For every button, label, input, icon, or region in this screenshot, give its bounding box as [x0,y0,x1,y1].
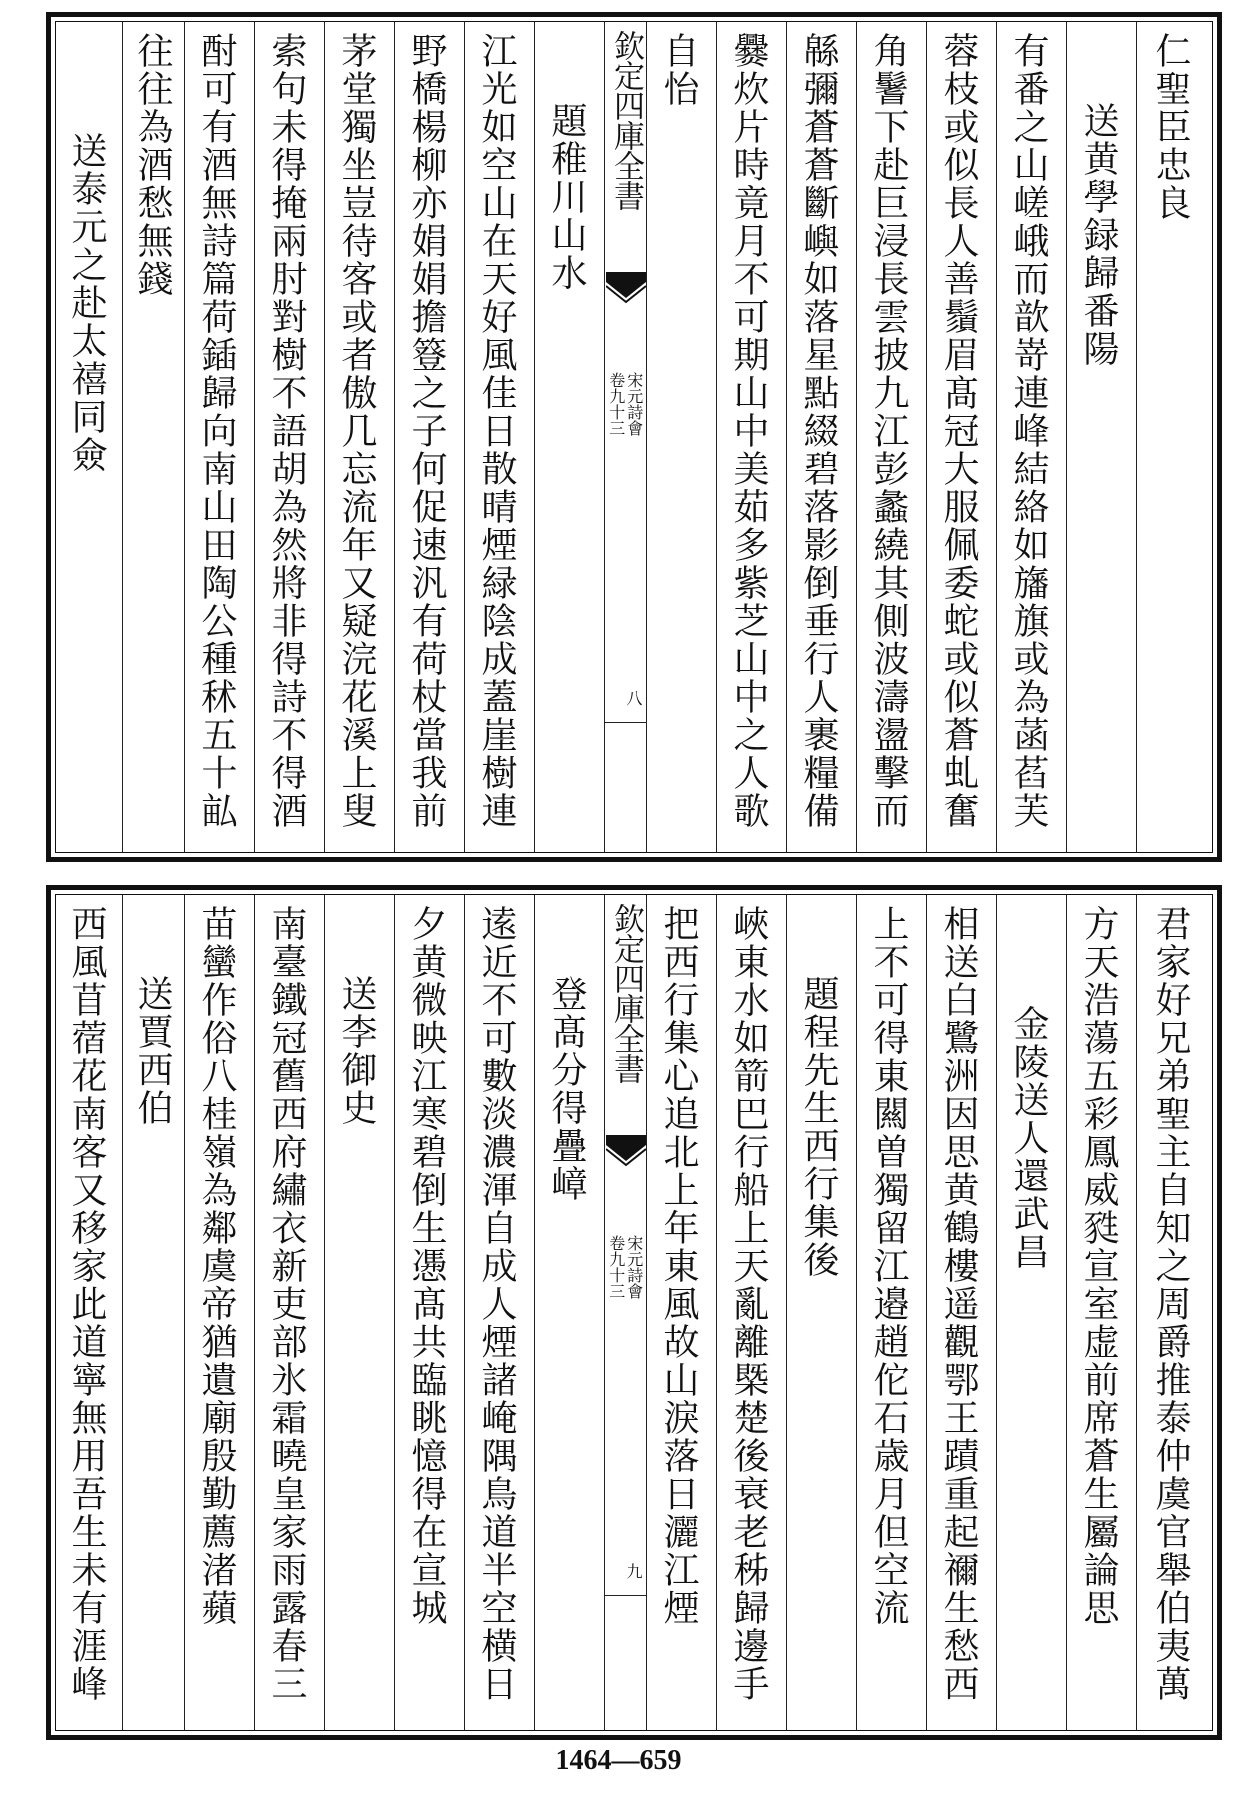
text-column [1136,895,1216,1730]
text-column-line: 江光如空山在天好風佳日散晴煙緑陰成蓋崖樹連 [476,32,517,830]
fishtail-mark-icon [606,1135,646,1169]
column-rule [604,22,605,852]
text-column-line: 緜彌蒼蒼斷嶼如落星點綴碧落影倒垂行人裹糧備 [798,32,839,830]
text-column [122,22,184,852]
page-reference: 1464—659 [555,1745,682,1776]
column-rule [324,895,325,1730]
text-column-line: 夕黄微映江寒碧倒生慿髙共臨眺憶得在宣城 [406,905,447,1627]
bottom-page-inner [55,894,1213,1731]
column-rule [646,22,647,852]
text-column [856,22,926,852]
column-rule [604,895,605,1730]
text-column [394,895,464,1730]
column-rule [1066,22,1067,852]
text-column-line: 逺近不可數淡濃渾自成人煙諸崦隅鳥道半空横日 [476,905,517,1703]
page-number: 九 [624,1563,643,1579]
column-rule [324,22,325,852]
poem-title-text: 金陵送人還武昌 [1008,1005,1049,1271]
text-column [254,895,324,1730]
text-column [926,22,996,852]
collection-name: 宋元詩會 [624,372,644,436]
poem-title-text: 題程先生西行集後 [798,975,839,1279]
text-column-line: 仁聖臣忠良 [1150,32,1191,222]
text-column [254,22,324,852]
text-column [184,22,254,852]
column-rule [464,22,465,852]
text-column-line: 角鬐下赴巨浸長雲披九江彭蠡繞其側波濤盪擊而 [868,32,909,830]
poem-title-text: 登髙分得疊嶂 [546,975,587,1203]
poem-title [996,895,1066,1730]
text-column-line: 苗蠻作俗八桂嶺為鄰虞帝猶遺廟殷勤薦渚蘋 [196,905,237,1627]
text-column [1066,895,1136,1730]
page-header-column [604,22,646,852]
column-rule [716,895,717,1730]
text-column [324,22,394,852]
text-column [786,22,856,852]
text-column [464,895,534,1730]
text-column-line: 爨炊片時竟月不可期山中美茹多紫芝山中之人歌 [728,32,769,830]
column-rule [1066,895,1067,1730]
text-column-line: 茅堂獨坐豈待客或者傲几忘流年又疑浣花溪上叟 [336,32,377,830]
text-column [56,895,122,1730]
column-rule [534,895,535,1730]
column-rule [1136,895,1137,1730]
column-rule [464,895,465,1730]
column-rule [122,22,123,852]
poem-title [56,22,122,852]
text-column-line: 西風苜蓿花南客又移家此道寧無用吾生未有涯峰 [66,905,107,1703]
column-rule [534,22,535,852]
header-divider [604,722,646,723]
poem-title-text: 題稚川山水 [546,102,587,292]
poem-title-text: 送黄學録歸番陽 [1078,102,1119,368]
text-column [716,895,786,1730]
poem-title-text: 送泰元之赴太禧同僉 [66,132,107,474]
column-rule [646,895,647,1730]
text-column-line: 野橋楊柳亦娟娟擔簦之子何促速汎有荷杖當我前 [406,32,447,830]
column-rule [786,22,787,852]
header-divider [604,1595,646,1596]
text-column-line: 上不可得東闗曽獨留江邉趙佗石歳月但空流 [868,905,909,1627]
text-column [646,22,716,852]
text-column-line: 把西行集心追北上年東風故山淚落日灑江煙 [658,905,699,1627]
bottom-page [46,885,1222,1740]
text-column-line: 方天浩蕩五彩鳳威甤宣室虚前席蒼生屬論思 [1078,905,1119,1627]
column-rule [716,22,717,852]
column-rule [254,22,255,852]
text-column [1136,22,1216,852]
text-column [856,895,926,1730]
column-rule [996,895,997,1730]
text-column-line: 自怡 [658,32,699,108]
column-rule [122,895,123,1730]
top-page-inner [55,21,1213,853]
book-title: 欽定四庫全書 [608,30,644,210]
fishtail-mark-icon [606,272,646,306]
text-column [464,22,534,852]
text-column-line: 南臺鐵冠舊西府繡衣新吏部氷霜曉皇家雨露春三 [266,905,307,1703]
text-column [996,22,1066,852]
text-column [716,22,786,852]
collection-name: 宋元詩會 [624,1235,644,1299]
column-rule [926,895,927,1730]
text-column [184,895,254,1730]
page-number: 八 [624,690,643,706]
column-rule [254,895,255,1730]
column-rule [1136,22,1137,852]
column-rule [786,895,787,1730]
text-column-line: 有番之山嵯峨而歆嵜連峰結絡如旛旗或為菡萏芙 [1008,32,1049,830]
column-rule [926,22,927,852]
text-column-line: 索句未得掩兩肘對樹不語胡為然將非得詩不得酒 [266,32,307,830]
page-header-column [604,895,646,1730]
volume-number: 卷九十三 [606,1235,626,1299]
book-title: 欽定四庫全書 [608,903,644,1083]
column-rule [394,22,395,852]
column-rule [184,22,185,852]
text-column [926,895,996,1730]
poem-title-text: 送李御史 [336,975,377,1127]
top-page [46,12,1222,862]
text-column [394,22,464,852]
poem-title [534,895,604,1730]
poem-title [122,895,184,1730]
text-column-line: 蓉枝或似長人善鬚眉髙冠大服佩委蛇或似蒼虬奮 [938,32,979,830]
column-rule [184,895,185,1730]
poem-title [1066,22,1136,852]
volume-number: 卷九十三 [606,372,626,436]
text-column-line: 相送白鷺洲因思黄鶴樓遥觀鄂王蹟重起禰生愁西 [938,905,979,1703]
column-rule [856,22,857,852]
text-column [646,895,716,1730]
text-column-line: 酎可有酒無詩篇荷鍤歸向南山田陶公種秫五十畆 [196,32,237,830]
text-column-line: 往往為酒愁無錢 [132,32,173,298]
poem-title-text: 送賈西伯 [132,975,173,1127]
text-column-line: 君家好兄弟聖主自知之周爵推泰仲虞官舉伯夷萬 [1150,905,1191,1703]
column-rule [996,22,997,852]
text-column-line: 峽東水如箭巴行船上天亂離槩楚後衰老秭歸邊手 [728,905,769,1703]
poem-title [534,22,604,852]
column-rule [856,895,857,1730]
column-rule [394,895,395,1730]
poem-title [324,895,394,1730]
poem-title [786,895,856,1730]
